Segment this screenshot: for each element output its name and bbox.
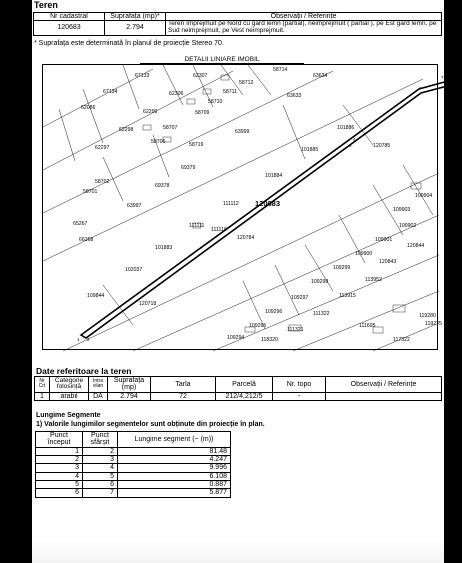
table-row (36, 489, 231, 497)
svg-text:7: 7 (441, 75, 444, 80)
parcel-label: 111322 (313, 311, 330, 317)
parcel-label: 63999 (235, 129, 250, 135)
cell-start: 6 (36, 489, 83, 497)
parcel-label: 101884 (265, 173, 283, 179)
parcel-label: 109296 (265, 309, 283, 315)
table-row (36, 447, 231, 455)
parcel-label: 109900 (355, 251, 373, 257)
svg-text:1: 1 (77, 337, 80, 342)
section-title-teren: Teren (34, 0, 58, 10)
lungime-table (35, 431, 231, 498)
parcel-label: 58711 (223, 89, 238, 95)
observatii-value: Teren împrejmuit pe Nord cu gard lemn (partial), neimprejmuit ( partial ), pe Est gard lemn, pe Sud neimprejmuit, pe Vest neimprejmuit. (166, 21, 442, 36)
cell-start: 4 (36, 472, 83, 480)
parcel-label: 113915 (339, 293, 356, 299)
parcel-label: 65267 (73, 221, 88, 227)
header-nr-cadastral: Nr cadastral (34, 13, 105, 21)
svg-text:5: 5 (452, 81, 455, 86)
parcel-label: 62086 (81, 105, 96, 111)
parcel-label: 62307 (193, 73, 208, 79)
cell-end: 2 (83, 447, 118, 455)
section-title-lungime: Lungime Segmente (36, 412, 101, 419)
header-nr-crt: Nr Crt (35, 377, 50, 393)
cell-suprafata: 2.794 (108, 392, 151, 400)
suprafata-value: 2.794 (105, 21, 166, 36)
parcel-label: 58714 (273, 67, 288, 73)
cell-end: 7 (83, 489, 118, 497)
header-punct-inceput: Punct început (36, 432, 83, 448)
cell-end: 4 (83, 464, 118, 472)
parcel-label: 120718 (139, 301, 157, 307)
parcel-label: 109299 (333, 265, 351, 271)
plan-drawing (43, 65, 455, 351)
main-parcel-label: 120683 (255, 199, 281, 208)
parcel-label: 109297 (291, 295, 309, 301)
svg-text:4: 4 (353, 137, 356, 142)
cell-start: 1 (36, 447, 83, 455)
parcel-label: 58719 (189, 142, 204, 148)
header-observatii: Observații / Referințe (326, 377, 442, 393)
parcel-label: 109298 (311, 279, 329, 285)
nr-cadastral-value: 120683 (34, 21, 105, 36)
parcel-label: 109902 (399, 223, 417, 229)
parcel-label: 66268 (79, 237, 94, 243)
parcel-label: 118320 (261, 337, 278, 343)
cell-parcela: 212/4,212/5 (216, 392, 273, 400)
lungime-subtitle: 1) Valorile lungimilor segmentelor sunt obținute din proiecție în plan. (36, 421, 265, 428)
parcel-label: 111112 (223, 201, 239, 207)
parcel-label: 62298 (119, 127, 134, 133)
parcel-label: 101886 (337, 125, 355, 131)
parcel-label: 63634 (313, 73, 328, 79)
parcel-label: 69378 (155, 183, 170, 189)
parcel-label: 109295 (249, 323, 267, 329)
projection-note: * Suprafața este determinată în planul de proiecție Stereo 70. (34, 40, 224, 47)
cell-start: 3 (36, 464, 83, 472)
parcel-label: 101883 (155, 245, 173, 251)
header-punct-sfarsit: Punct sfârșit (83, 432, 118, 448)
header-categorie: Categorie folosință (50, 377, 89, 393)
cell-length: 6.108 (118, 472, 231, 480)
cell-start: 2 (36, 456, 83, 464)
header-nr-topo: Nr. topo (273, 377, 326, 393)
parcel-label: 63633 (287, 93, 302, 99)
svg-text:3: 3 (349, 143, 352, 148)
parcel-label: 113952 (365, 277, 382, 283)
parcel-label: 111695 (359, 323, 376, 329)
cell-start: 5 (36, 481, 83, 489)
svg-text:6: 6 (446, 75, 449, 80)
parcel-label: 69379 (181, 165, 196, 171)
parcel-label: 58707 (163, 125, 178, 131)
cell-length: 81.48 (118, 447, 231, 455)
cell-nr-topo: - (273, 392, 326, 400)
parcel-label: 120844 (407, 243, 425, 249)
parcel-label: 111110 (211, 227, 227, 233)
parcel-label: 111321 (287, 327, 304, 333)
parcel-label: 62306 (169, 91, 184, 97)
parcel-label: 58702 (95, 179, 110, 185)
cell-end: 6 (83, 481, 118, 489)
parcel-label: 109903 (393, 207, 411, 213)
cell-tarla: 72 (151, 392, 216, 400)
cell-length: 4.247 (118, 456, 231, 464)
cell-length: 0.887 (118, 481, 231, 489)
table-row (36, 464, 231, 472)
parcel-label: 102037 (125, 267, 143, 273)
parcel-label: 111111 (189, 223, 205, 229)
parcel-label: 62299 (143, 109, 158, 115)
table-row (36, 472, 231, 480)
table-row (36, 481, 231, 489)
parcel-label: 58709 (195, 110, 210, 116)
parcel-label: 119275 (425, 321, 442, 327)
parcel-label: 109844 (87, 293, 105, 299)
parcel-label: 58710 (208, 99, 223, 105)
parcel-label: 109901 (375, 237, 393, 243)
cell-nr-crt: 1 (35, 392, 50, 400)
parcel-label: 67133 (135, 73, 150, 79)
header-observatii: Observații / Referințe (166, 13, 442, 21)
parcel-label: 62297 (95, 145, 110, 151)
teren-table (33, 12, 442, 36)
header-intra-vilan: Intra vilan (89, 377, 108, 393)
parcel-label: 117322 (393, 337, 410, 343)
cell-intra-vilan: DA (89, 392, 108, 400)
cadastral-document (32, 0, 455, 563)
cell-end: 3 (83, 456, 118, 464)
page-bottom (32, 540, 444, 563)
svg-text:2: 2 (87, 337, 90, 342)
section-title-date: Date referitoare la teren (36, 366, 132, 376)
parcel-label: 58701 (83, 189, 98, 195)
header-tarla: Tarla (151, 377, 216, 393)
parcel-label: 120785 (373, 143, 391, 149)
cell-observatii (326, 392, 442, 400)
header-suprafata: Suprafața (mp)* (105, 13, 166, 21)
parcel-label: 109294 (227, 335, 245, 341)
cell-length: 5.877 (118, 489, 231, 497)
parcel-label: 58712 (239, 80, 254, 86)
parcel-label: 120843 (379, 259, 397, 265)
parcel-label: 101885 (301, 147, 319, 153)
parcel-label: 67134 (103, 89, 118, 95)
cell-categorie: arabil (50, 392, 89, 400)
cell-length: 9.996 (118, 464, 231, 472)
plan-title: DETALII LINIARE IMOBIL (140, 56, 304, 64)
header-suprafata: Suprafața (mp) (108, 377, 151, 393)
parcel-label: 120784 (237, 235, 255, 241)
table-row (36, 456, 231, 464)
cadastral-plan (42, 64, 455, 350)
header-lungime: Lungime segment (~ (m)) (118, 432, 231, 448)
cell-end: 5 (83, 472, 118, 480)
parcel-label: 58706 (151, 139, 166, 145)
parcel-label: 109904 (415, 193, 433, 199)
parcel-label: 119280 (419, 313, 436, 319)
date-referitoare-table (34, 376, 442, 401)
parcel-label: 63997 (127, 203, 142, 209)
header-parcela: Parcelă (216, 377, 273, 393)
